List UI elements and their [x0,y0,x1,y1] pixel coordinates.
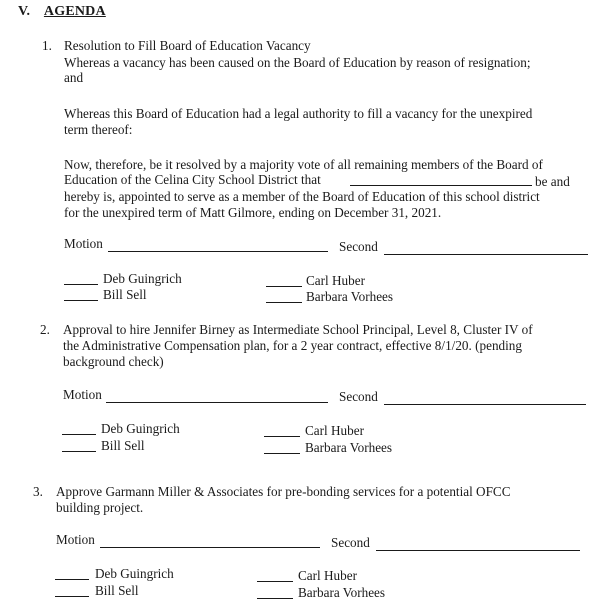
item-2-motion-label: Motion [63,387,102,402]
item-1-vote-blank-4[interactable] [266,302,302,303]
item-2-second-label: Second [339,389,378,404]
item-1-resolved-line3: hereby is, appointed to serve as a member of the Board of Education of this school district [64,189,540,204]
item-1-whereas2-line2: term thereof: [64,122,133,137]
item-1-vote-name-2: Bill Sell [103,287,147,302]
item-1-vote-name-4: Barbara Vorhees [306,289,394,304]
item-2-line3: background check) [63,354,164,369]
item-3-vote-blank-4[interactable] [257,598,293,599]
item-1-resolved-line2b: be and [535,174,570,189]
item-1-second-label: Second [339,239,378,254]
item-2-vote-name-2: Bill Sell [101,438,145,453]
item-1-whereas1-line2: and [64,70,84,85]
item-1-whereas2-line1: Whereas this Board of Education had a legal authority to fill a vacancy for the unexpired [64,106,533,121]
item-2-vote-name-4: Barbara Vorhees [305,440,393,455]
item-3-motion-blank[interactable] [100,547,320,548]
item-3-vote-blank-3[interactable] [257,581,293,582]
section-title: AGENDA [43,4,106,19]
item-3-vote-blank-1[interactable] [55,579,89,580]
item-1-motion-label: Motion [64,236,103,251]
appointee-blank[interactable] [350,185,532,186]
item-3-vote-name-1: Deb Guingrich [95,566,174,581]
item-1-resolved-line4: for the unexpired term of Matt Gilmore, ending on December 31, 2021. [64,205,442,220]
item-1-motion-blank[interactable] [108,251,328,252]
section-numeral: V. [18,4,31,19]
item-1-resolved-line1: Now, therefore, be it resolved by a majority vote of all remaining members of the Board of [64,157,543,172]
section-heading [18,4,106,20]
item-3-vote-name-4: Barbara Vorhees [298,585,386,600]
item-1-number: 1. [42,38,52,53]
item-2-line1: Approval to hire Jennifer Birney as Intermediate School Principal, Level 8, Cluster IV of [63,322,533,337]
item-1-resolved-line2a: Education of the Celina City School District that [64,172,321,187]
item-2-vote-blank-1[interactable] [62,434,96,435]
item-2-vote-blank-2[interactable] [62,451,96,452]
item-1-vote-blank-1[interactable] [64,284,98,285]
item-1-vote-blank-2[interactable] [64,300,98,301]
item-1-vote-name-3: Carl Huber [306,273,365,288]
item-3-vote-blank-2[interactable] [55,596,89,597]
item-3-motion-label: Motion [56,532,95,547]
item-2-vote-name-1: Deb Guingrich [101,421,180,436]
item-1-vote-blank-3[interactable] [266,286,302,287]
item-3-vote-name-2: Bill Sell [95,583,139,598]
item-3-vote-name-3: Carl Huber [298,568,357,583]
item-3-number: 3. [33,484,43,499]
item-3-line1: Approve Garmann Miller & Associates for pre-bonding services for a potential OFCC [56,484,511,499]
item-3-second-blank[interactable] [376,550,580,551]
item-3-second-label: Second [331,535,370,550]
item-2-number: 2. [40,322,50,337]
item-1-title: Resolution to Fill Board of Education Vacancy [64,38,311,53]
item-1-whereas1-line1: Whereas a vacancy has been caused on the Board of Education by reason of resignation; [64,55,531,70]
item-2-line2: the Administrative Compensation plan, for a 2 year contract, effective 8/1/20. (pending [63,338,522,353]
item-2-vote-blank-4[interactable] [264,453,300,454]
item-2-motion-blank[interactable] [106,402,328,403]
item-2-vote-blank-3[interactable] [264,436,300,437]
item-3-line2: building project. [56,500,144,515]
item-1-second-blank[interactable] [384,254,588,255]
item-2-vote-name-3: Carl Huber [305,423,364,438]
item-1-vote-name-1: Deb Guingrich [103,271,182,286]
item-2-second-blank[interactable] [384,404,586,405]
